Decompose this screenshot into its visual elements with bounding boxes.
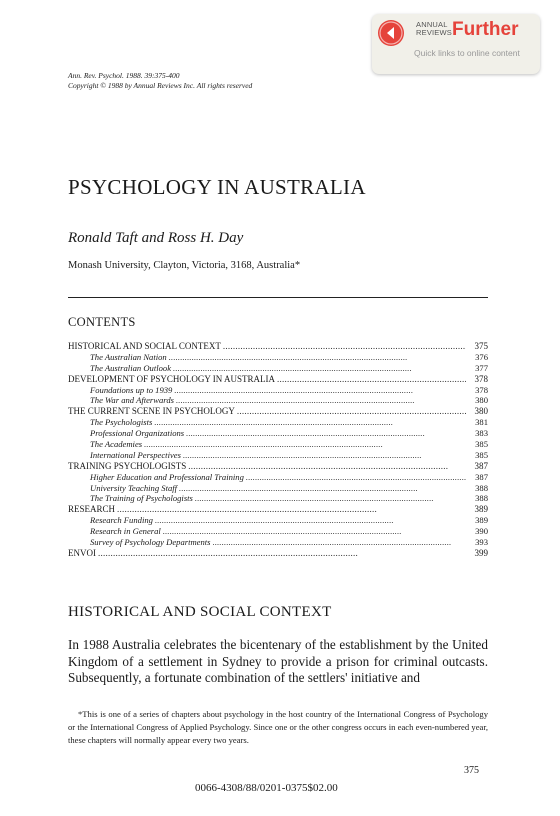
toc-leader-dots	[223, 341, 466, 352]
toc-entry-page: 389	[474, 504, 488, 515]
toc-entry-label: The Psychologists	[90, 417, 153, 428]
toc-entry[interactable]	[68, 406, 488, 417]
toc-entry-label: The Australian Outlook	[90, 362, 172, 373]
toc-entry-page: 380	[475, 395, 488, 406]
toc-leader-dots	[144, 439, 466, 450]
toc-leader-dots	[188, 461, 466, 472]
annual-reviews-logo-icon	[378, 20, 404, 46]
toc-entry[interactable]	[68, 363, 488, 374]
page-number: 375	[464, 765, 479, 776]
toc-entry[interactable]	[68, 493, 488, 504]
toc-leader-dots	[173, 363, 466, 374]
contents-heading: CONTENTS	[68, 315, 136, 329]
toc-leader-dots	[163, 526, 466, 537]
toc-entry[interactable]	[68, 537, 488, 548]
toc-entry-label: The War and Afterwards	[90, 395, 174, 406]
toc-entry-label: Professional Organizations	[90, 428, 185, 439]
toc-entry-page: 378	[475, 384, 488, 395]
badge-annual-reviews-label: ANNUAL REVIEWS	[416, 20, 452, 37]
toc-leader-dots	[154, 417, 466, 428]
toc-entry-page: 378	[474, 373, 488, 384]
toc-leader-dots	[277, 374, 466, 385]
toc-leader-dots	[246, 472, 466, 483]
annual-reviews-further-badge[interactable]	[372, 14, 540, 74]
toc-entry[interactable]	[68, 374, 488, 385]
toc-entry-label: Research in General	[90, 526, 161, 537]
toc-entry[interactable]	[68, 472, 488, 483]
toc-entry-label: DEVELOPMENT OF PSYCHOLOGY IN AUSTRALIA	[68, 373, 276, 384]
toc-leader-dots	[179, 483, 466, 494]
toc-leader-dots	[176, 395, 466, 406]
toc-entry-label: Research Funding	[90, 515, 153, 526]
toc-entry-label: The Academies	[90, 439, 143, 450]
toc-entry-page: 381	[475, 417, 488, 428]
toc-entry[interactable]	[68, 428, 488, 439]
toc-entry-label: The Australian Nation	[90, 351, 167, 362]
toc-entry[interactable]	[68, 504, 488, 515]
toc-entry-page: 388	[475, 482, 488, 493]
toc-entry[interactable]	[68, 461, 488, 472]
journal-citation	[68, 71, 252, 90]
toc-entry-page: 385	[475, 449, 488, 460]
toc-entry-label: Foundations up to 1939	[90, 384, 173, 395]
toc-leader-dots	[155, 515, 466, 526]
article-title: PSYCHOLOGY IN AUSTRALIA	[68, 175, 366, 199]
toc-leader-dots	[117, 504, 466, 515]
toc-entry-label: ENVOI	[68, 547, 96, 558]
toc-entry-page: 388	[475, 493, 488, 504]
toc-entry[interactable]	[68, 515, 488, 526]
toc-entry[interactable]	[68, 341, 488, 352]
issn-code: 0066-4308/88/0201-0375$02.00	[195, 782, 338, 794]
toc-entry-page: 385	[475, 439, 488, 450]
toc-leader-dots	[98, 548, 466, 559]
toc-entry-page: 375	[474, 341, 488, 351]
toc-entry[interactable]	[68, 548, 488, 559]
toc-entry-page: 380	[474, 406, 488, 417]
toc-leader-dots	[213, 537, 466, 548]
table-of-contents	[68, 341, 488, 559]
copyright-line: Copyright © 1988 by Annual Reviews Inc. All rights reserved	[68, 80, 253, 90]
badge-further-label: Further	[452, 19, 519, 40]
toc-entry-label: University Teaching Staff	[90, 482, 178, 493]
toc-entry-label: Survey of Psychology Departments	[90, 537, 211, 548]
toc-leader-dots	[174, 385, 466, 396]
footnote: *This is one of a series of chapters about psychology in the host country of the International Congress of Psychology or the International Congress of Applied Psychology. Since one or the other congress occurs in each even-numbered year, these chapters will normally appear every two years.	[68, 709, 488, 745]
body-paragraph: In 1988 Australia celebrates the bicentenary of the establishment by the United Kingdom of a settlement in Sydney to provide a prison for criminal outcasts. Subsequently, a fortunate combination of the settlers' initiative and	[68, 637, 488, 685]
toc-leader-dots	[186, 428, 466, 439]
toc-entry-page: 389	[475, 515, 488, 526]
toc-entry[interactable]	[68, 450, 488, 461]
toc-entry[interactable]	[68, 385, 488, 396]
toc-entry-page: 399	[474, 547, 488, 558]
article-authors: Ronald Taft and Ross H. Day	[68, 230, 244, 246]
toc-entry-page: 377	[475, 362, 488, 373]
toc-leader-dots	[237, 406, 466, 417]
toc-leader-dots	[195, 493, 466, 504]
toc-entry[interactable]	[68, 483, 488, 494]
toc-entry-label: International Perspectives	[90, 449, 181, 460]
toc-entry-page: 387	[475, 471, 488, 482]
toc-entry-label: THE CURRENT SCENE IN PSYCHOLOGY	[68, 406, 235, 417]
toc-leader-dots	[169, 352, 466, 363]
toc-entry-label: RESEARCH	[68, 504, 116, 515]
toc-entry-page: 383	[475, 428, 488, 439]
toc-entry-page: 387	[474, 460, 488, 471]
citation-line: Ann. Rev. Psychol. 1988. 39:375-400	[68, 71, 180, 80]
author-affiliation: Monash University, Clayton, Victoria, 3168, Australia*	[68, 260, 301, 271]
toc-entry-page: 390	[475, 526, 488, 537]
badge-subtitle: Quick links to online content	[414, 48, 520, 58]
toc-entry[interactable]	[68, 417, 488, 428]
section-heading: HISTORICAL AND SOCIAL CONTEXT	[68, 604, 332, 620]
toc-entry-label: The Training of Psychologists	[90, 493, 193, 504]
toc-entry[interactable]	[68, 439, 488, 450]
divider	[68, 297, 488, 298]
toc-entry[interactable]	[68, 352, 488, 363]
toc-entry[interactable]	[68, 526, 488, 537]
toc-entry-page: 376	[475, 351, 488, 362]
toc-entry[interactable]	[68, 395, 488, 406]
toc-entry-page: 393	[475, 537, 488, 548]
toc-entry-label: Higher Education and Professional Training	[90, 471, 244, 482]
toc-entry-label: TRAINING PSYCHOLOGISTS	[68, 460, 187, 471]
toc-entry-label: HISTORICAL AND SOCIAL CONTEXT	[68, 341, 221, 351]
toc-leader-dots	[183, 450, 466, 461]
